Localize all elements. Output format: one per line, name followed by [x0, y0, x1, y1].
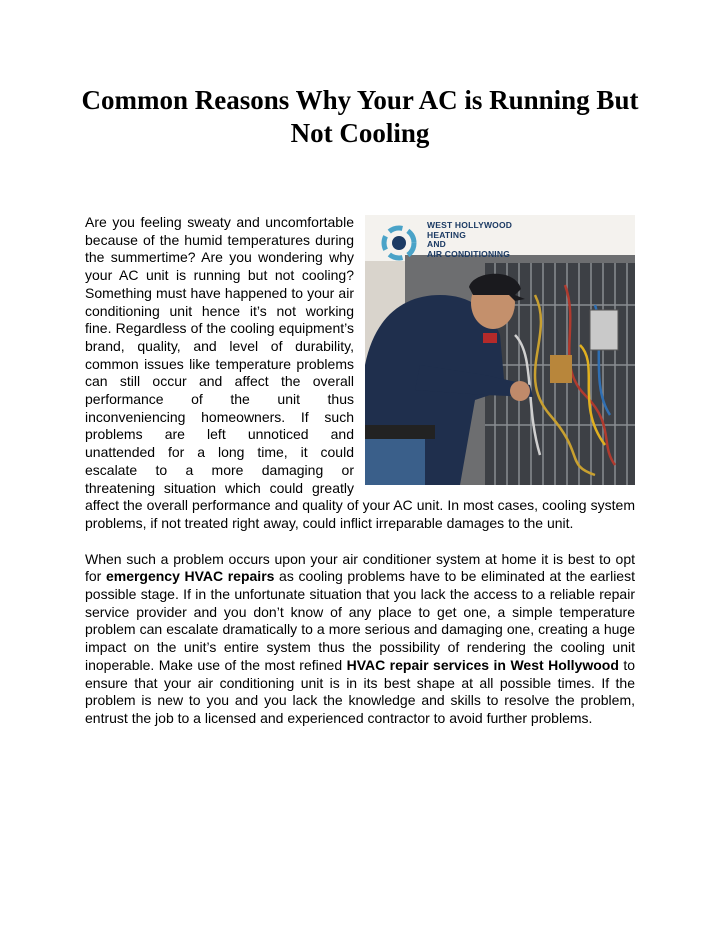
intro-text: Are you feeling sweaty and uncomfortable because of the humid temperatures during the summertime? Are you wondering why your AC unit is running but not cooling? Something must have happened to your air conditioning unit hence it’s not working fine. Regardless of the cooling equipment’s brand, quality, and level of durability, common issues like temperature problems can still occur and affect the overall performance of the unit thus inconveniencing homeowners. If such problems are left unnoticed and unattended for a long time, it could escalate to a more damaging or threatening situation which could greatly affect the overall performance and quality of your AC unit. In most cases, cooling system problems, if not treated right away, could inflict irreparable damages to the unit.: [85, 214, 635, 531]
page-title: Common Reasons Why Your AC is Running But Not Cooling: [81, 85, 639, 148]
emergency-hvac-repairs-text: emergency HVAC repairs: [105, 568, 275, 585]
article-body: [85, 214, 635, 728]
intro-paragraph: [85, 214, 635, 533]
company-logo-text: WEST HOLLYWOOD HEATING AND AIR CONDITIONING: [427, 220, 513, 259]
hvac-repair-services-text: HVAC repair services in West Hollywood: [346, 656, 619, 673]
technician-photo: [365, 215, 635, 485]
repair-paragraph: When such a problem occurs upon your air conditioner system at home it is best to opt for emergency HVAC repairs as cooling problems have to be eliminated at the earliest possible stage. If in the unfortunate situation that you lack the access to a reliable repair service provider and you don’t know of any place to get one, a simple temperature problem can escalate dramatically to a more serious and damaging one, creating a huge impact on the unit’s entire system thus the possibility of rendering the cooling unit inoperable. Make use of the most refined HVAC repair services in West Hollywood to ensure that your air conditioning unit is in its best shape at all possible times. If the problem is new to you and you lack the knowledge and skills to resolve the problem, entrust the job to a licensed and experienced contractor to avoid further problems.: [85, 550, 636, 726]
